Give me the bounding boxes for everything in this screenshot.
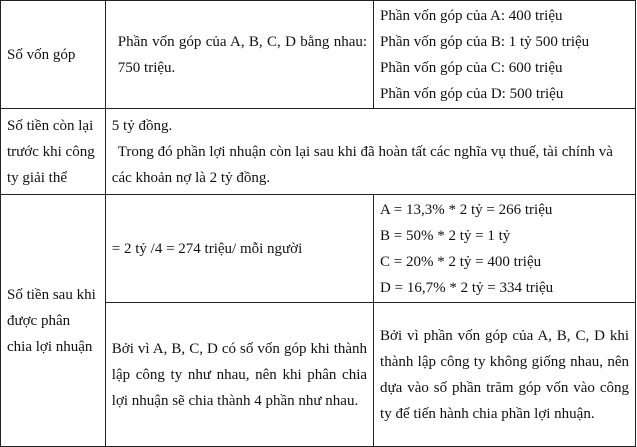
proportional-split-reason: Bởi vì phần vốn góp của A, B, C, D khi thành lập công ty không giống nhau, nên dựa vào số phần trăm góp vốn vào công ty để tiến hành chia phần lợi nhuận. <box>374 303 636 447</box>
equal-split-formula: = 2 tỷ /4 = 274 triệu/ mỗi người <box>105 195 373 303</box>
tien-con-lai-line2: Trong đó phần lợi nhuận còn lại sau khi đã hoàn tất các nghĩa vụ thuế, tài chính và các khoản nợ là 2 tỷ đồng. <box>111 143 613 186</box>
label-tien-con-lai: Số tiền còn lại trước khi công ty giải thể <box>1 109 106 195</box>
row-tien-sau-chia-formulas <box>1 195 636 303</box>
formula-b: B = 50% * 2 tỷ = 1 tỷ <box>380 227 511 244</box>
tien-con-lai-line1: 5 tỷ đồng. <box>111 117 173 134</box>
formula-c: C = 20% * 2 tỷ = 400 triệu <box>380 253 542 270</box>
formula-a: A = 13,3% * 2 tỷ = 266 triệu <box>380 201 553 218</box>
von-gop-d: Phần vốn góp của D: 500 triệu <box>380 85 564 102</box>
label-tien-sau-chia: Số tiền sau khi được phân chia lợi nhuận <box>1 195 106 447</box>
proportional-split-formulas <box>374 195 636 303</box>
row-tien-con-lai <box>1 109 636 195</box>
von-gop-unequal-cell <box>374 1 636 109</box>
tien-con-lai-cell <box>105 109 635 195</box>
von-gop-equal-cell: Phần vốn góp của A, B, C, D bằng nhau: 750 triệu. <box>105 1 373 109</box>
von-gop-c: Phần vốn góp của C: 600 triệu <box>380 59 563 76</box>
von-gop-a: Phần vốn góp của A: 400 triệu <box>380 7 563 24</box>
equal-split-reason: Bởi vì A, B, C, D có số vốn góp khi thành lập công ty như nhau, nên khi phân chia lợi nhuận sẽ chia thành 4 phần như nhau. <box>105 303 373 447</box>
formula-d: D = 16,7% * 2 tỷ = 334 triệu <box>380 279 554 296</box>
row-von-gop <box>1 1 636 109</box>
label-von-gop: Số vốn góp <box>1 1 106 109</box>
von-gop-b: Phần vốn góp của B: 1 tỷ 500 triệu <box>380 33 590 50</box>
